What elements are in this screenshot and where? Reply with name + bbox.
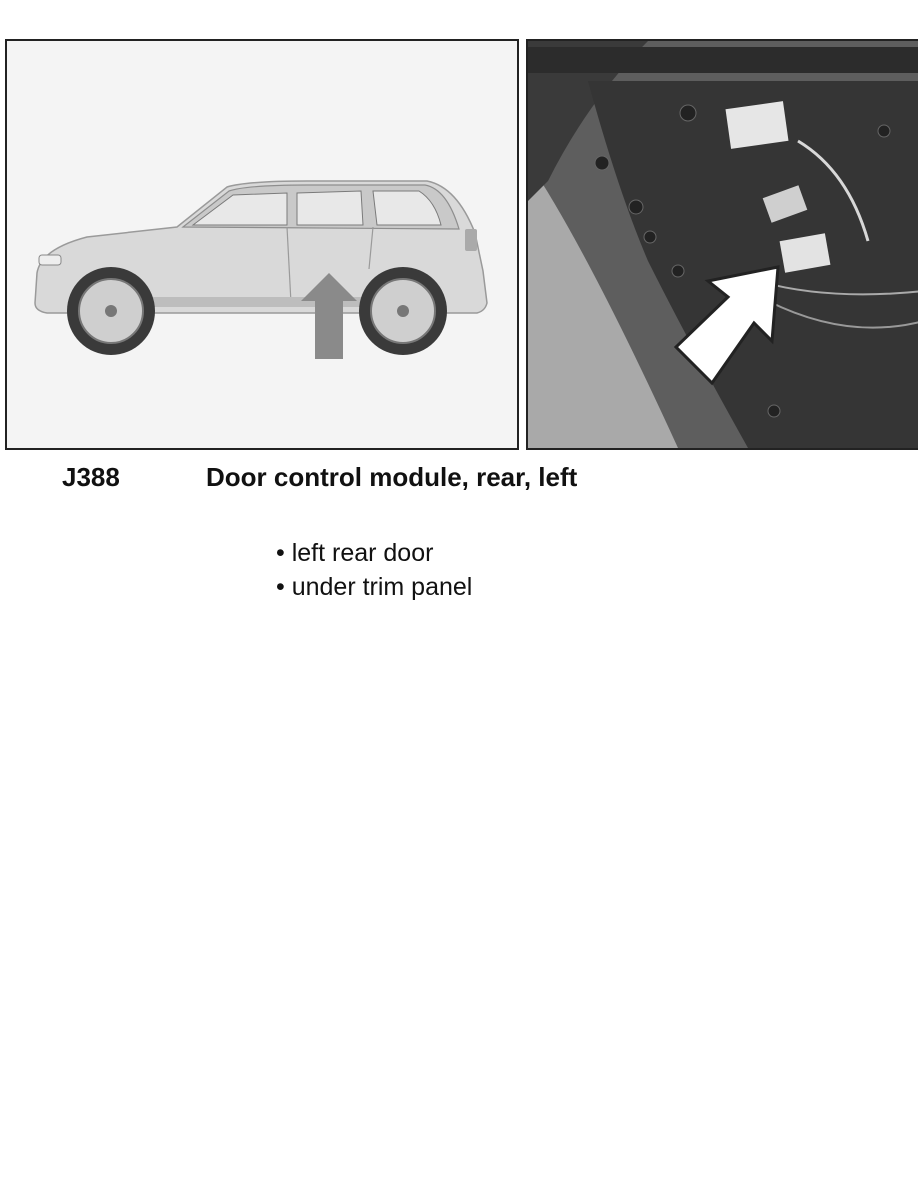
suv-side-view-illustration bbox=[7, 41, 517, 448]
door-interior-image bbox=[526, 39, 918, 450]
location-note: • under trim panel bbox=[276, 570, 472, 604]
vehicle-locator-image bbox=[5, 39, 519, 450]
location-note: • left rear door bbox=[276, 536, 472, 570]
door-interior-photo bbox=[528, 41, 918, 448]
component-title: Door control module, rear, left bbox=[206, 462, 578, 492]
component-code: J388 bbox=[62, 462, 120, 492]
location-notes-list bbox=[276, 536, 472, 604]
